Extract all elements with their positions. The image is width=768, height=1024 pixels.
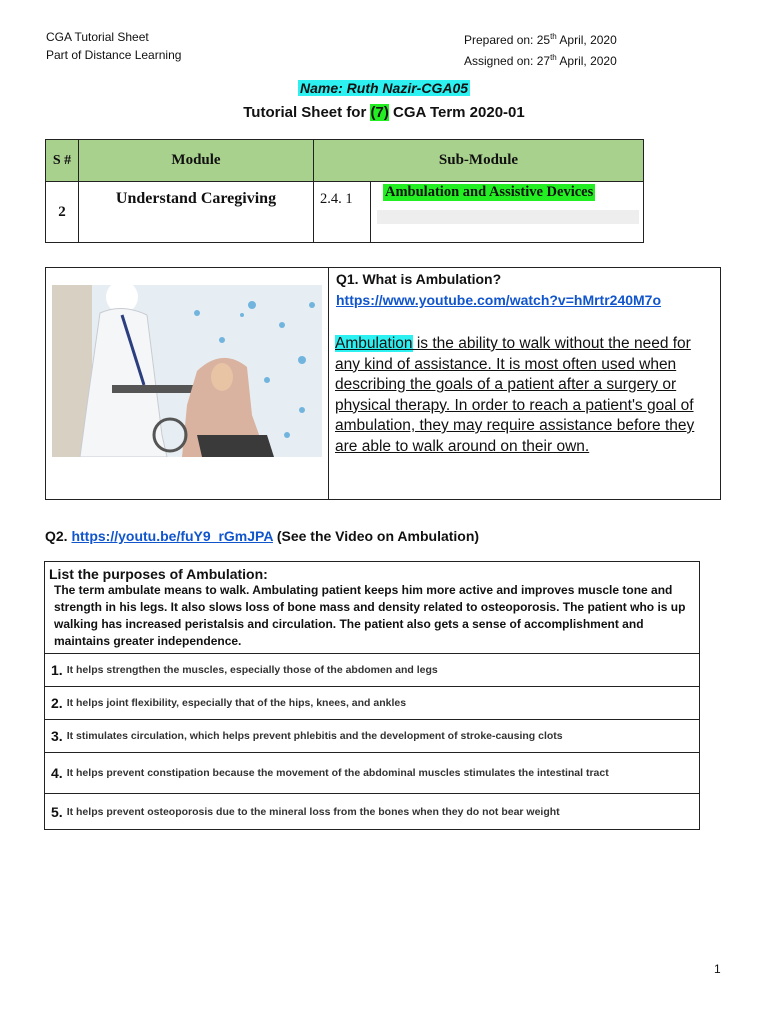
page-number: 1 — [714, 962, 721, 976]
assigned-date: Assigned on: 27th April, 2020 — [464, 53, 617, 68]
col-sno-header: S # — [46, 140, 79, 182]
header-right — [464, 28, 617, 70]
sheet-title: Tutorial Sheet for (7) CGA Term 2020-01 — [243, 104, 525, 121]
q1-question: Q1. What is Ambulation? — [336, 271, 502, 287]
q1-video-link[interactable]: https://www.youtube.com/watch?v=hMrtr240M7o — [336, 292, 662, 308]
list-item: 1. It helps strengthen the muscles, especially those of the abdomen and legs — [45, 654, 699, 687]
list-item: 2. It helps joint flexibility, especially that of the hips, knees, and ankles — [45, 687, 699, 720]
col-module-header: Module — [79, 140, 314, 182]
header-left — [46, 28, 181, 64]
student-name: Name: Ruth Nazir-CGA05 — [299, 80, 469, 96]
prepared-date: Prepared on: 25th April, 2020 — [464, 32, 617, 47]
caregiver-photo — [52, 285, 322, 457]
list-item: 4. It helps prevent constipation because the movement of the abdominal muscles stimulates the intestinal tract — [45, 753, 699, 794]
purposes-title: List the purposes of Ambulation: — [49, 566, 268, 582]
q2-question: Q2. https://youtu.be/fuY9_rGmJPA (See the Video on Ambulation) — [45, 528, 480, 544]
row-submodule: Ambulation and Assistive Devices — [385, 184, 594, 200]
col-submodule-header: Sub-Module — [314, 140, 644, 182]
row-code: 2.4. 1 — [314, 182, 371, 243]
student-name-row — [0, 80, 768, 96]
row-sno: 2 — [46, 182, 79, 243]
list-item: 3. It stimulates circulation, which helps prevent phlebitis and the development of stroke-causing clots — [45, 720, 699, 753]
purposes-description: The term ambulate means to walk. Ambulating patient keeps him more active and improves muscle tone and strength in his legs. It also slows loss of bone mass and density related to osteoporosis. The patient who is up walking has increased peristalsis and circulation. The patient also gets a sense of accomplishment and maintains greater independence. — [54, 583, 686, 648]
row-module: Understand Caregiving — [79, 182, 314, 243]
header-distance-label: Part of Distance Learning — [46, 48, 182, 62]
q1-divider — [328, 267, 329, 500]
row-submodule-cell — [371, 182, 644, 243]
purposes-box — [44, 561, 700, 830]
ambulation-highlight: Ambulation — [335, 335, 413, 352]
module-table — [45, 139, 644, 243]
header-sheet-label: CGA Tutorial Sheet — [46, 30, 149, 44]
submodule-shade — [377, 210, 639, 224]
q2-video-link[interactable]: https://youtu.be/fuY9_rGmJPA — [71, 528, 273, 544]
list-item: 5. It helps prevent osteoporosis due to the mineral loss from the bones when they do not bear weight — [51, 803, 560, 820]
purposes-header — [45, 562, 699, 654]
tutorial-number: (7) — [370, 104, 389, 121]
q1-answer: Ambulation is the ability to walk without the need for any kind of assistance. It is most often used when describing the goals of a patient after a surgery or physical therapy. In order to reach a patient's goal of ambulation, they may require assistance before they are able to walk around on their own. — [335, 335, 695, 455]
